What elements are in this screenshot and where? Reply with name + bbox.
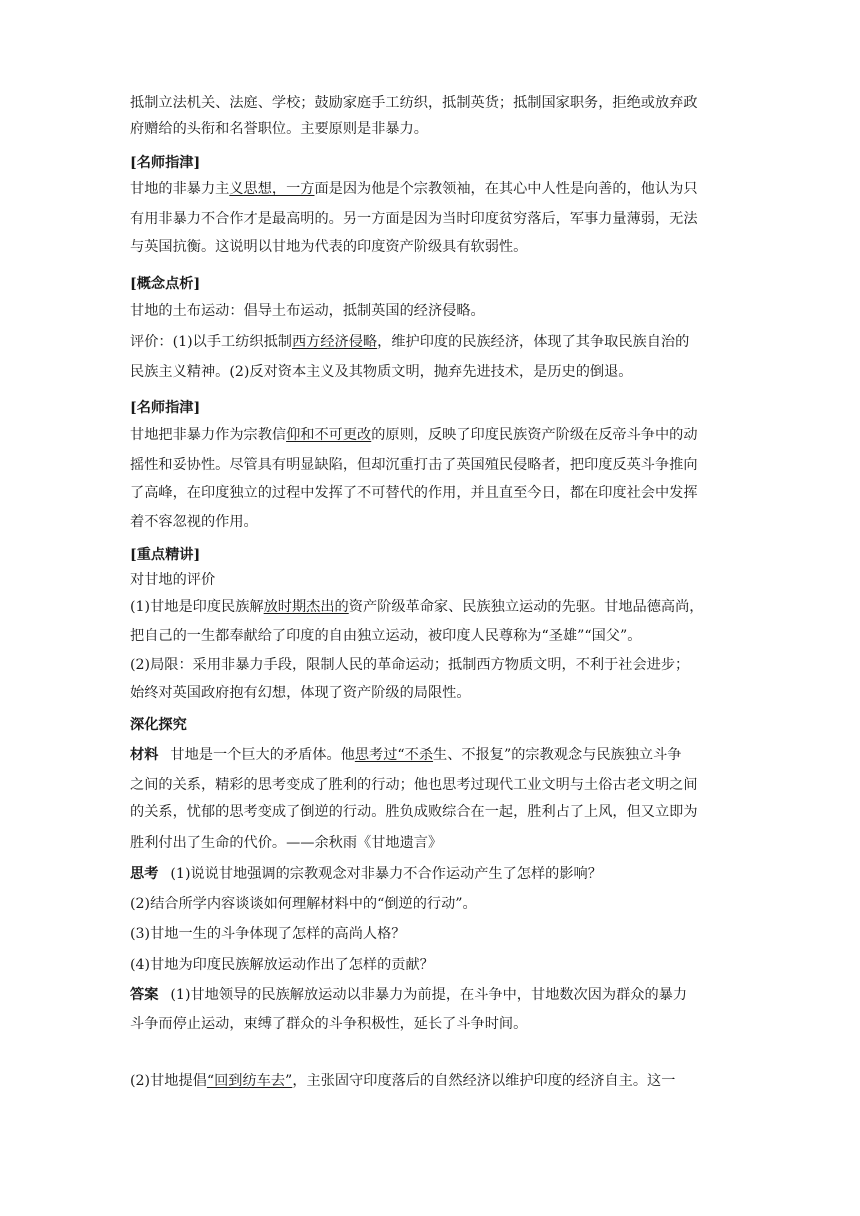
text-line: [130, 864, 602, 884]
inline-label: 材料: [130, 747, 159, 763]
line-text: 胜利付出了生命的代价。——余秋雨《甘地遗言》: [130, 835, 443, 851]
text-line: [130, 455, 698, 475]
text-line: [130, 362, 632, 382]
text-line: [130, 209, 698, 229]
underlined-text: 思考过“不杀: [354, 747, 434, 763]
line-text: 有用非暴力不合作才是最高明的。另一方面是因为当时印度贫穷落后，军事力量薄弱，无法: [130, 211, 698, 227]
line-text: 府赠给的头衔和名誉职位。主要原则是非暴力。: [130, 121, 428, 137]
text-line: [130, 655, 689, 675]
inline-label: 答案: [130, 987, 159, 1003]
text-line: [130, 301, 485, 321]
section-heading: [130, 153, 200, 173]
line-text: 对甘地的评价: [130, 572, 216, 588]
line-text: 的原则，反映了印度民族资产阶级在反帝斗争中的动: [371, 427, 698, 443]
line-text: 甘地是一个巨大的矛盾体。他: [170, 747, 355, 763]
line-text: 斗争而停止运动，束缚了群众的斗争积极性，延长了斗争时间。: [130, 1016, 528, 1032]
line-text: 把自己的一生都奉献给了印度的自由独立运动，被印度人民尊称为“圣雄”“国父”。: [130, 628, 642, 644]
line-text: 摇性和妥协性。尽管具有明显缺陷，但却沉重打击了英国殖民侵略者，把印度反英斗争推向: [130, 457, 698, 473]
text-line: [130, 425, 698, 445]
text-line: [130, 924, 405, 944]
underlined-text: 义思想，一方: [229, 181, 315, 197]
text-line: [130, 237, 527, 257]
text-line: [130, 626, 641, 646]
underlined-text: 放时期杰出的: [263, 599, 349, 615]
line-text: 了高峰，在印度独立的过程中发挥了不可替代的作用，并且直至今日，都在印度社会中发挥: [130, 485, 698, 501]
line-text: (2)甘地提倡: [130, 1073, 207, 1089]
line-text: [重点精讲]: [130, 547, 201, 563]
text-line: [130, 894, 477, 914]
text-line: [130, 955, 434, 975]
line-text: 甘地的土布运动：倡导土布运动，抵制英国的经济侵略。: [130, 303, 485, 319]
text-line: [130, 775, 698, 795]
section-heading: [130, 715, 187, 735]
underlined-text: 仰和不可更改: [286, 427, 372, 443]
text-line: [130, 570, 215, 590]
line-text: 甘地的非暴力主: [130, 181, 230, 197]
line-text: 之间的关系，精彩的思考变成了胜利的行动；他也思考过现代工业文明与土俗古老文明之间: [130, 777, 698, 793]
section-heading: [130, 274, 200, 294]
line-text: ，维护印度的民族经济，体现了其争取民族自治的: [377, 334, 690, 350]
line-text: ，主张固守印度落后的自然经济以维护印度的经济自主。这一: [292, 1073, 676, 1089]
text-line: [130, 833, 442, 853]
line-text: (4)甘地为印度民族解放运动作出了怎样的贡献？: [130, 957, 434, 973]
text-line: [130, 745, 682, 765]
section-heading: [130, 398, 200, 418]
inline-label: 思考: [130, 866, 159, 882]
line-text: (1)甘地是印度民族解: [130, 599, 264, 615]
text-line: [130, 512, 258, 532]
line-text: 深化探究: [130, 717, 187, 733]
line-text: 民族主义精神。(2)反对资本主义及其物质文明，抛弃先进技术，是历史的倒退。: [130, 364, 633, 380]
line-text: 抵制立法机关、法庭、学校；鼓励家庭手工纺织，抵制英货；抵制国家职务，拒绝或放弃政: [130, 95, 698, 111]
text-line: [130, 985, 687, 1005]
line-text: 甘地把非暴力作为宗教信: [130, 427, 287, 443]
line-text: 始终对英国政府抱有幻想，体现了资产阶级的局限性。: [130, 685, 471, 701]
text-line: [130, 802, 698, 822]
line-text: (3)甘地一生的斗争体现了怎样的高尚人格？: [130, 926, 406, 942]
underlined-text: “回到纺车去”: [206, 1073, 293, 1089]
line-text: [名师指津]: [130, 155, 201, 171]
line-text: [名师指津]: [130, 400, 201, 416]
line-text: 资产阶级革命家、民族独立运动的先驱。甘地品德高尚，: [348, 599, 704, 615]
text-line: [130, 683, 471, 703]
text-line: [130, 1071, 675, 1091]
text-line: [130, 93, 698, 113]
line-text: [概念点析]: [130, 276, 201, 292]
line-text: (1)说说甘地强调的宗教观念对非暴力不合作运动产生了怎样的影响？: [170, 866, 602, 882]
text-line: [130, 119, 428, 139]
line-text: (1)甘地领导的民族解放运动以非暴力为前提，在斗争中，甘地数次因为群众的暴力: [170, 987, 688, 1003]
line-text: 评价：(1)以手工纺织抵制: [130, 334, 292, 350]
line-text: 与英国抗衡。这说明以甘地为代表的印度资产阶级具有软弱性。: [130, 239, 528, 255]
text-line: [130, 332, 689, 352]
line-text: (2)局限：采用非暴力手段，限制人民的革命运动；抵制西方物质文明，不利于社会进步；: [130, 657, 690, 673]
line-text: 生、不报复”的宗教观念与民族独立斗争: [433, 747, 682, 763]
text-line: [130, 1014, 527, 1034]
underlined-text: 西方经济侵略: [291, 334, 378, 350]
section-heading: [130, 545, 200, 565]
text-line: [130, 179, 698, 199]
line-text: 面是因为他是个宗教领袖，在其心中人性是向善的，他认为只: [314, 181, 698, 197]
line-text: 的关系，忧郁的思考变成了倒逆的行动。胜负成败综合在一起，胜利占了上风，但又立即为: [130, 804, 698, 820]
text-line: [130, 597, 703, 617]
line-text: (2)结合所学内容谈谈如何理解材料中的“倒逆的行动”。: [130, 896, 477, 912]
line-text: 着不容忽视的作用。: [130, 514, 258, 530]
text-line: [130, 483, 698, 503]
